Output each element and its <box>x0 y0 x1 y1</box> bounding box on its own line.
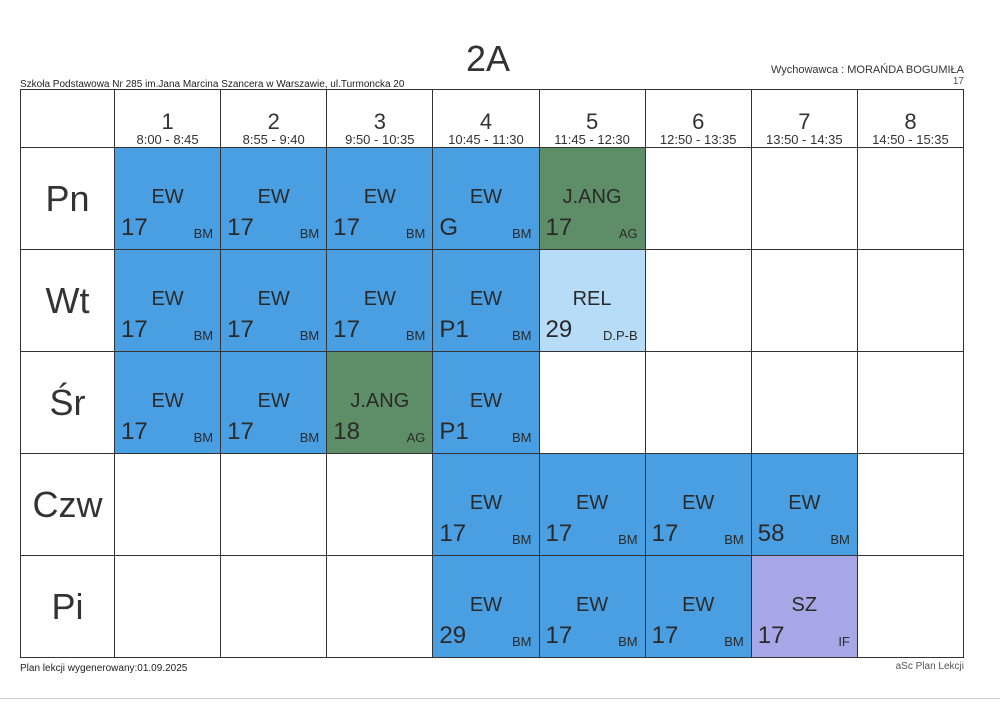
lesson-room: 17 <box>651 622 679 649</box>
lesson-teacher: D.P-B <box>602 328 638 343</box>
period-header-7 <box>751 90 857 148</box>
lesson-room: P1 <box>439 418 469 445</box>
empty-slot <box>327 454 433 556</box>
period-time: 11:45 - 12:30 <box>554 132 630 147</box>
lesson-room: 17 <box>121 214 148 241</box>
lesson-teacher: BM <box>512 328 532 343</box>
period-number: 7 <box>798 109 811 134</box>
page-divider <box>0 698 1000 699</box>
lesson-teacher: BM <box>618 634 638 649</box>
timetable-grid <box>20 89 964 658</box>
period-number: 2 <box>267 109 280 134</box>
lesson-cell <box>115 148 221 250</box>
lesson-subject: EW <box>257 288 290 310</box>
lesson-room: 18 <box>333 418 360 445</box>
period-header-1 <box>115 90 221 148</box>
period-header-2 <box>221 90 327 148</box>
lesson-cell <box>645 556 751 658</box>
lesson-subject: EW <box>257 390 290 412</box>
lesson-teacher: BM <box>512 532 532 547</box>
lesson-cell <box>433 556 539 658</box>
empty-slot <box>115 556 221 658</box>
lesson-subject: EW <box>363 186 396 208</box>
lesson-teacher: IF <box>838 634 850 649</box>
period-time: 8:00 - 8:45 <box>136 132 199 147</box>
day-row <box>21 250 964 352</box>
lesson-teacher: BM <box>299 328 320 343</box>
lesson-room: 29 <box>439 622 467 649</box>
lesson-room: 29 <box>545 316 573 343</box>
lesson-subject: EW <box>682 594 715 616</box>
lesson-cell <box>751 454 857 556</box>
empty-slot <box>115 454 221 556</box>
lesson-cell <box>433 454 539 556</box>
lesson-subject: EW <box>575 594 609 616</box>
lesson-cell <box>221 352 327 454</box>
lesson-cell <box>115 250 221 352</box>
lesson-cell <box>539 454 645 556</box>
school-name: Szkoła Podstawowa Nr 285 im.Jana Marcina Szancera w Warszawie, ul.Turmoncka 20 <box>20 79 405 90</box>
empty-slot <box>751 352 857 454</box>
lesson-room: 17 <box>757 622 785 649</box>
period-number: 6 <box>692 109 705 134</box>
lesson-cell <box>539 250 645 352</box>
empty-slot <box>645 148 751 250</box>
period-header-5 <box>539 90 645 148</box>
lesson-teacher: BM <box>193 430 214 445</box>
empty-slot <box>645 250 751 352</box>
lesson-subject: J.ANG <box>562 186 622 208</box>
corner-cell <box>21 90 115 148</box>
period-time: 8:55 - 9:40 <box>242 132 305 147</box>
lesson-subject: EW <box>469 390 503 412</box>
lesson-cell <box>539 148 645 250</box>
lesson-cell <box>327 250 433 352</box>
lesson-subject: EW <box>575 492 609 514</box>
lesson-teacher: BM <box>830 532 850 547</box>
lesson-cell <box>221 148 327 250</box>
lesson-teacher: BM <box>405 226 426 241</box>
lesson-room: 17 <box>121 418 148 445</box>
period-time: 12:50 - 13:35 <box>659 132 737 147</box>
day-label: Czw <box>21 454 115 556</box>
empty-slot <box>221 556 327 658</box>
lesson-cell <box>751 556 857 658</box>
lesson-teacher: BM <box>299 430 320 445</box>
lesson-cell <box>327 148 433 250</box>
day-row <box>21 148 964 250</box>
lesson-subject: REL <box>572 288 612 310</box>
lesson-cell <box>433 352 539 454</box>
lesson-room: 17 <box>439 520 467 547</box>
lesson-subject: SZ <box>791 594 818 616</box>
lesson-room: 17 <box>227 418 254 445</box>
lesson-cell <box>433 250 539 352</box>
period-number: 1 <box>161 109 174 134</box>
day-label: Śr <box>21 352 115 454</box>
empty-slot <box>327 556 433 658</box>
empty-slot <box>221 454 327 556</box>
period-number: 5 <box>585 109 599 134</box>
lesson-teacher: BM <box>618 532 638 547</box>
lesson-teacher: BM <box>512 634 532 649</box>
lesson-cell <box>221 250 327 352</box>
day-row <box>21 454 964 556</box>
day-row <box>21 556 964 658</box>
lesson-subject: EW <box>363 288 396 310</box>
lesson-room: 17 <box>121 316 148 343</box>
teacher-number: 17 <box>952 76 964 87</box>
lesson-room: 17 <box>333 316 360 343</box>
period-header-4 <box>433 90 539 148</box>
empty-slot <box>751 148 857 250</box>
empty-slot <box>857 250 963 352</box>
lesson-cell <box>433 148 539 250</box>
lesson-teacher: BM <box>299 226 320 241</box>
empty-slot <box>751 250 857 352</box>
period-header-row <box>21 90 964 148</box>
empty-slot <box>539 352 645 454</box>
lesson-teacher: BM <box>193 226 214 241</box>
class-title: 2A <box>465 38 511 79</box>
lesson-room: 17 <box>545 622 573 649</box>
lesson-teacher: BM <box>724 532 744 547</box>
period-header-8 <box>857 90 963 148</box>
period-number: 3 <box>373 109 386 134</box>
period-time: 14:50 - 15:35 <box>872 132 949 147</box>
lesson-subject: EW <box>469 186 503 208</box>
empty-slot <box>857 352 963 454</box>
lesson-teacher: BM <box>724 634 744 649</box>
lesson-subject: J.ANG <box>350 390 410 412</box>
lesson-room: P1 <box>439 316 469 343</box>
period-time: 10:45 - 11:30 <box>448 132 524 147</box>
homeroom-teacher: Wychowawca : MORAŃDA BOGUMIŁA <box>770 64 964 76</box>
lesson-cell <box>539 556 645 658</box>
lesson-teacher: AG <box>618 226 638 241</box>
software-credit: aSc Plan Lekcji <box>895 661 964 672</box>
lesson-room: 17 <box>545 214 573 241</box>
period-number: 8 <box>904 109 917 134</box>
lesson-teacher: AG <box>406 430 426 445</box>
day-row <box>21 352 964 454</box>
period-number: 4 <box>479 109 493 134</box>
day-label: Pn <box>21 148 115 250</box>
lesson-cell <box>645 454 751 556</box>
lesson-subject: EW <box>682 492 715 514</box>
period-header-6 <box>645 90 751 148</box>
lesson-subject: EW <box>469 594 503 616</box>
lesson-subject: EW <box>257 186 290 208</box>
lesson-subject: EW <box>151 288 184 310</box>
lesson-subject: EW <box>469 492 503 514</box>
empty-slot <box>645 352 751 454</box>
empty-slot <box>857 454 963 556</box>
lesson-room: 17 <box>227 316 254 343</box>
generated-date: Plan lekcji wygenerowany:01.09.2025 <box>20 663 188 674</box>
day-label: Pi <box>21 556 115 658</box>
lesson-room: 58 <box>757 520 785 547</box>
lesson-room: 17 <box>227 214 254 241</box>
period-time: 9:50 - 10:35 <box>345 132 415 147</box>
lesson-room: 17 <box>545 520 573 547</box>
lesson-subject: EW <box>151 186 184 208</box>
period-time: 13:50 - 14:35 <box>766 132 843 147</box>
lesson-teacher: BM <box>512 430 532 445</box>
lesson-cell <box>115 352 221 454</box>
lesson-room: 17 <box>333 214 360 241</box>
empty-slot <box>857 148 963 250</box>
day-label: Wt <box>21 250 115 352</box>
lesson-teacher: BM <box>405 328 426 343</box>
lesson-subject: EW <box>151 390 184 412</box>
period-header-3 <box>327 90 433 148</box>
lesson-teacher: BM <box>512 226 532 241</box>
empty-slot <box>857 556 963 658</box>
lesson-cell <box>327 352 433 454</box>
lesson-teacher: BM <box>193 328 214 343</box>
lesson-room: 17 <box>651 520 679 547</box>
lesson-room: G <box>439 214 459 241</box>
lesson-subject: EW <box>469 288 503 310</box>
lesson-subject: EW <box>788 492 821 514</box>
